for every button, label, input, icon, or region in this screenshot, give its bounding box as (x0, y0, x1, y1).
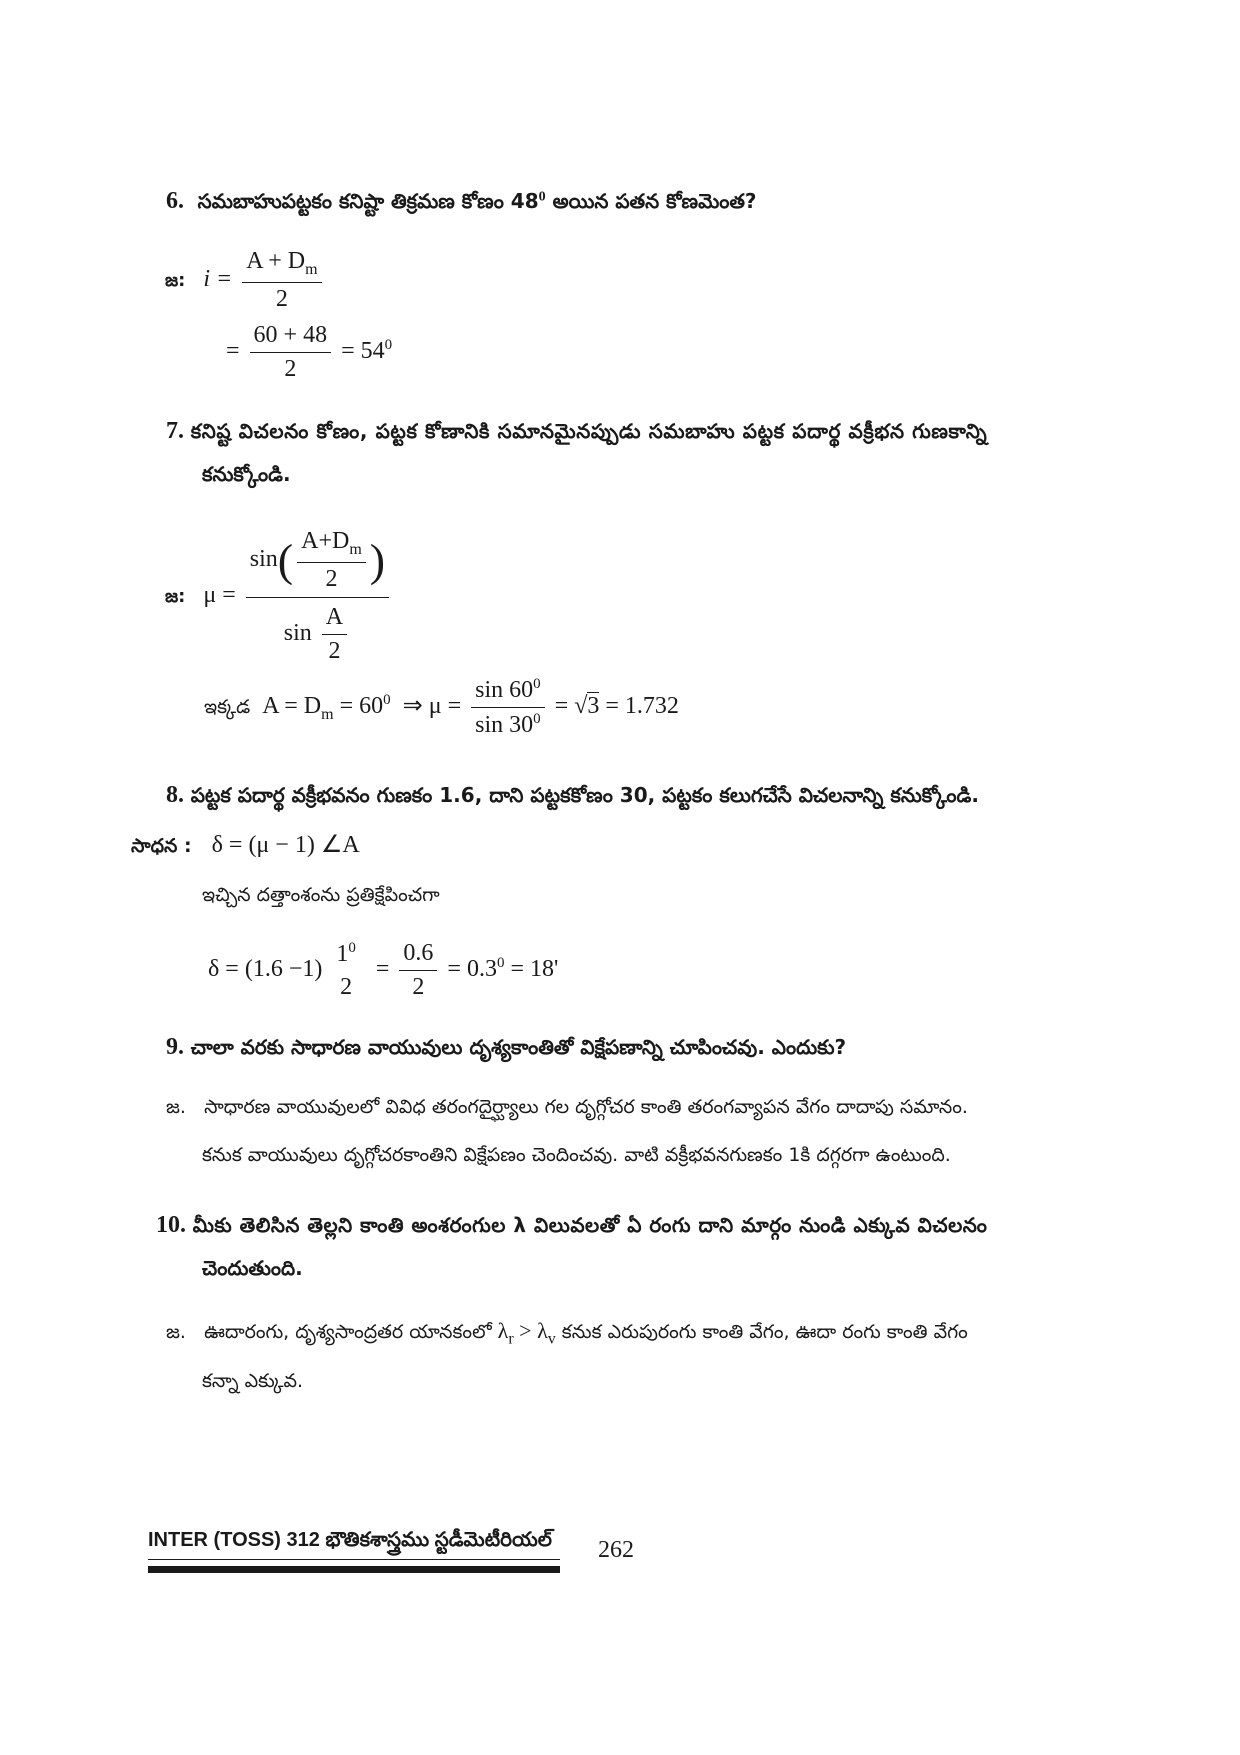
page-number: 262 (598, 1537, 634, 1563)
answer-7-result: ఇక్కడ $A = D_m = 60^0$ ⇒ μ = $\frac{\sin 60^0}{\sin 30^0}$ = √3 = 1.732 (204, 676, 679, 738)
fraction: $\frac{A + D_m}{2}$ (242, 248, 321, 313)
answer-label: జ. (166, 1096, 186, 1118)
answer-10-line2: కన్నా ఎక్కువ. (202, 1370, 304, 1392)
solution-label: సాధన : (131, 835, 192, 857)
fraction: $\frac{0.6}{2}$ (399, 940, 437, 1001)
question-number: 10. (156, 1212, 186, 1238)
answer-9-line1: జ. సాధారణ వాయువులలో వివిధ తరంగదైర్ఘ్యాలు గల దృగ్గోచర కాంతి తరంగవ్యాపన వేగం దాదాపు సమానం. (166, 1096, 968, 1118)
footer-rule-thin (148, 1559, 560, 1560)
solution-8-formula: సాధన : δ = (μ − 1) ∠A (131, 832, 360, 858)
fraction: sin( $\frac{A+D_m}{2}$ ) sin $\frac{A}{2}$ (246, 528, 389, 665)
answer-label: జ. (166, 1321, 186, 1343)
question-7-line2: కనుక్కోండి. (202, 462, 291, 486)
question-8 (166, 782, 979, 812)
sqrt: √3 (574, 693, 600, 720)
fraction: $\frac{60 + 48}{2}$ (250, 322, 332, 383)
question-text: సమబాహుపట్టకం కనిష్టా తిక్రమణ కోణం $48^0$ అయిన పతన కోణమెంత? (197, 189, 757, 213)
answer-6-eq2: = $\frac{60 + 48}{2}$ = $54^0$ (226, 322, 393, 382)
question-text: కనిష్ట విచలనం కోణం, పట్టక కోణానికి సమానమైనప్పుడు సమబాహు పట్టక పదార్థ వక్రీభన గుణకాన్ని (190, 419, 988, 443)
answer-6-eq1 (165, 248, 326, 313)
footer-rule-thick (148, 1566, 560, 1573)
answer-label: జ: (165, 585, 186, 607)
question-number: 6. (166, 188, 184, 214)
question-10 (156, 1212, 987, 1242)
answer-7-formula: జ: μ = sin( $\frac{A+D_m}{2}$ ) sin $\frac{A}{2}$ (165, 528, 393, 665)
answer-label: జ: (165, 269, 186, 291)
question-text: పట్టక పదార్థ వక్రీభవనం గుణకం 1.6, దాని పట్టకకోణం 30, పట్టకం కలుగచేసే విచలనాన్ని కనుక్కోండి. (190, 783, 979, 807)
question-number: 8. (166, 782, 184, 808)
question-number: 7. (166, 418, 184, 444)
eq-lhs: i = (203, 265, 233, 292)
answer-10-line1: జ. ఊదారంగు, దృశ్యసాంద్రతర యానకంలో $\lambda_r > \lambda_v$ కనుక ఎరుపురంగు కాంతి వేగం, ఊదా రంగు కాంతి వేగం (166, 1318, 968, 1348)
answer-9-line2: కనుక వాయువులు దృగ్గోచరకాంతిని విక్షేపణం చెందించవు. వాటి వక్రీభవనగుణకం 1కి దగ్గరగా ఉంటుంది. (202, 1144, 951, 1166)
fraction: $\frac{\sin 60^0}{\sin 30^0}$ (471, 676, 545, 739)
question-10-line2: చెందుతుంది. (202, 1256, 303, 1280)
question-6 (166, 188, 757, 218)
solution-8-calc: δ = (1.6 −1) $1^0$ 2 = $\frac{0.6}{2}$ = $0.3^0 = 18'$ (208, 940, 559, 1000)
where-text: ఇక్కడ (204, 696, 251, 719)
question-9 (166, 1034, 846, 1064)
question-text: చాలా వరకు సాధారణ వాయువులు దృశ్యకాంతితో విక్షేపణాన్ని చూపించవు. ఎందుకు? (190, 1035, 847, 1059)
question-7 (166, 418, 987, 448)
fraction: $1^0$ 2 (336, 940, 356, 1000)
question-number: 9. (166, 1034, 184, 1060)
question-text: మీకు తెలిసిన తెల్లని కాంతి అంశరంగుల λ విలువలతో ఏ రంగు దాని మార్గం నుండి ఎక్కువ విచలనం (192, 1213, 988, 1237)
footer-title: INTER (TOSS) 312 భౌతికశాస్త్రము స్టడీమెటీరియల్ (148, 1529, 552, 1551)
solution-8-text: ఇచ్చిన దత్తాంశంను ప్రతిక్షేపించగా (202, 884, 440, 906)
